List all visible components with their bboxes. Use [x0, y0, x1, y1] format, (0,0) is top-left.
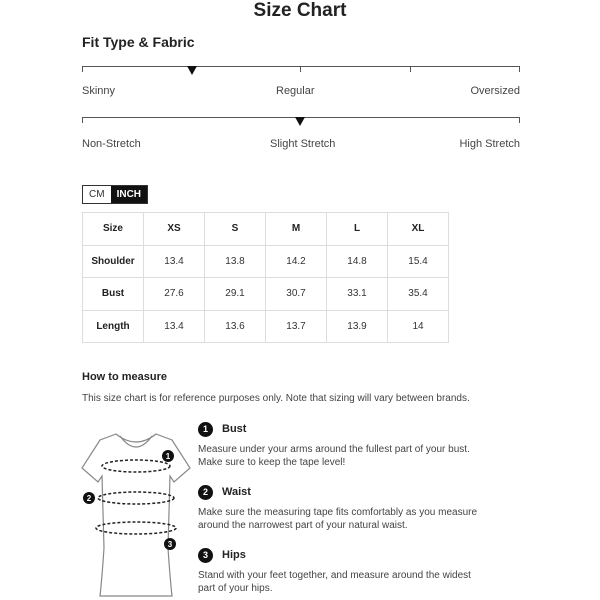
hip-marker-label: 3	[167, 540, 173, 549]
table-header-cell: XL	[388, 213, 449, 246]
table-cell: 14	[388, 310, 449, 343]
table-cell: 35.4	[388, 278, 449, 311]
table-row	[83, 245, 449, 278]
table-cell: 29.1	[205, 278, 266, 311]
step-number-badge: 1	[198, 422, 213, 437]
fit-type-heading: Fit Type & Fabric	[82, 34, 195, 50]
fit-scale-tick	[300, 66, 301, 72]
row-label: Length	[83, 310, 144, 343]
table-cell: 13.8	[205, 245, 266, 278]
fit-scale	[82, 66, 520, 76]
table-row	[83, 310, 449, 343]
row-label: Bust	[83, 278, 144, 311]
table-cell: 15.4	[388, 245, 449, 278]
table-header-cell: M	[266, 213, 327, 246]
step-title: Hips	[222, 549, 246, 561]
step-number-badge: 3	[198, 548, 213, 563]
table-header-cell: L	[327, 213, 388, 246]
tshirt-diagram	[80, 428, 192, 598]
stretch-label-non: Non-Stretch	[82, 138, 141, 150]
stretch-scale	[82, 117, 520, 127]
step-number-badge: 2	[198, 485, 213, 500]
fit-scale-tick	[410, 66, 411, 72]
fit-label-regular: Regular	[276, 85, 315, 97]
table-cell: 13.7	[266, 310, 327, 343]
row-label: Shoulder	[83, 245, 144, 278]
step-description: Measure under your arms around the fullest part of your bust. Make sure to keep the tape level!	[198, 444, 470, 468]
stretch-scale-tick	[519, 117, 520, 123]
bust-marker-label: 1	[165, 452, 171, 461]
table-cell: 14.2	[266, 245, 327, 278]
stretch-label-slight: Slight Stretch	[270, 138, 336, 150]
stretch-label-high: High Stretch	[459, 138, 520, 150]
table-header-row	[83, 213, 449, 246]
table-cell: 13.4	[144, 245, 205, 278]
measure-note: This size chart is for reference purposes only. Note that sizing will vary between brands.	[82, 393, 470, 404]
step-title: Waist	[222, 486, 251, 498]
unit-toggle	[82, 185, 148, 204]
page-title: Size Chart	[253, 0, 347, 21]
step-title: Bust	[222, 423, 247, 435]
size-table	[82, 212, 449, 343]
stretch-scale-tick	[82, 117, 83, 123]
table-header-cell: Size	[83, 213, 144, 246]
fit-scale-line	[82, 66, 520, 67]
table-header-cell: S	[205, 213, 266, 246]
step-description: Stand with your feet together, and measure around the widest part of your hips.	[198, 570, 471, 594]
fit-scale-marker	[187, 66, 197, 75]
unit-cm-button[interactable]: CM	[83, 186, 111, 203]
how-to-measure-heading: How to measure	[82, 371, 167, 383]
table-cell: 13.6	[205, 310, 266, 343]
unit-inch-button[interactable]: INCH	[111, 186, 147, 203]
fit-label-skinny: Skinny	[82, 85, 116, 97]
table-cell: 13.9	[327, 310, 388, 343]
table-cell: 13.4	[144, 310, 205, 343]
table-cell: 14.8	[327, 245, 388, 278]
table-row	[83, 278, 449, 311]
table-cell: 27.6	[144, 278, 205, 311]
stretch-scale-marker	[295, 117, 305, 126]
table-header-cell: XS	[144, 213, 205, 246]
table-cell: 33.1	[327, 278, 388, 311]
tshirt-outline	[82, 434, 190, 596]
fit-scale-tick	[82, 66, 83, 72]
step-description: Make sure the measuring tape fits comfortably as you measure around the narrowest part of your natural waist.	[198, 507, 478, 531]
fit-label-oversized: Oversized	[470, 85, 520, 97]
waist-marker-label: 2	[86, 494, 92, 503]
table-cell: 30.7	[266, 278, 327, 311]
fit-scale-tick	[519, 66, 520, 72]
